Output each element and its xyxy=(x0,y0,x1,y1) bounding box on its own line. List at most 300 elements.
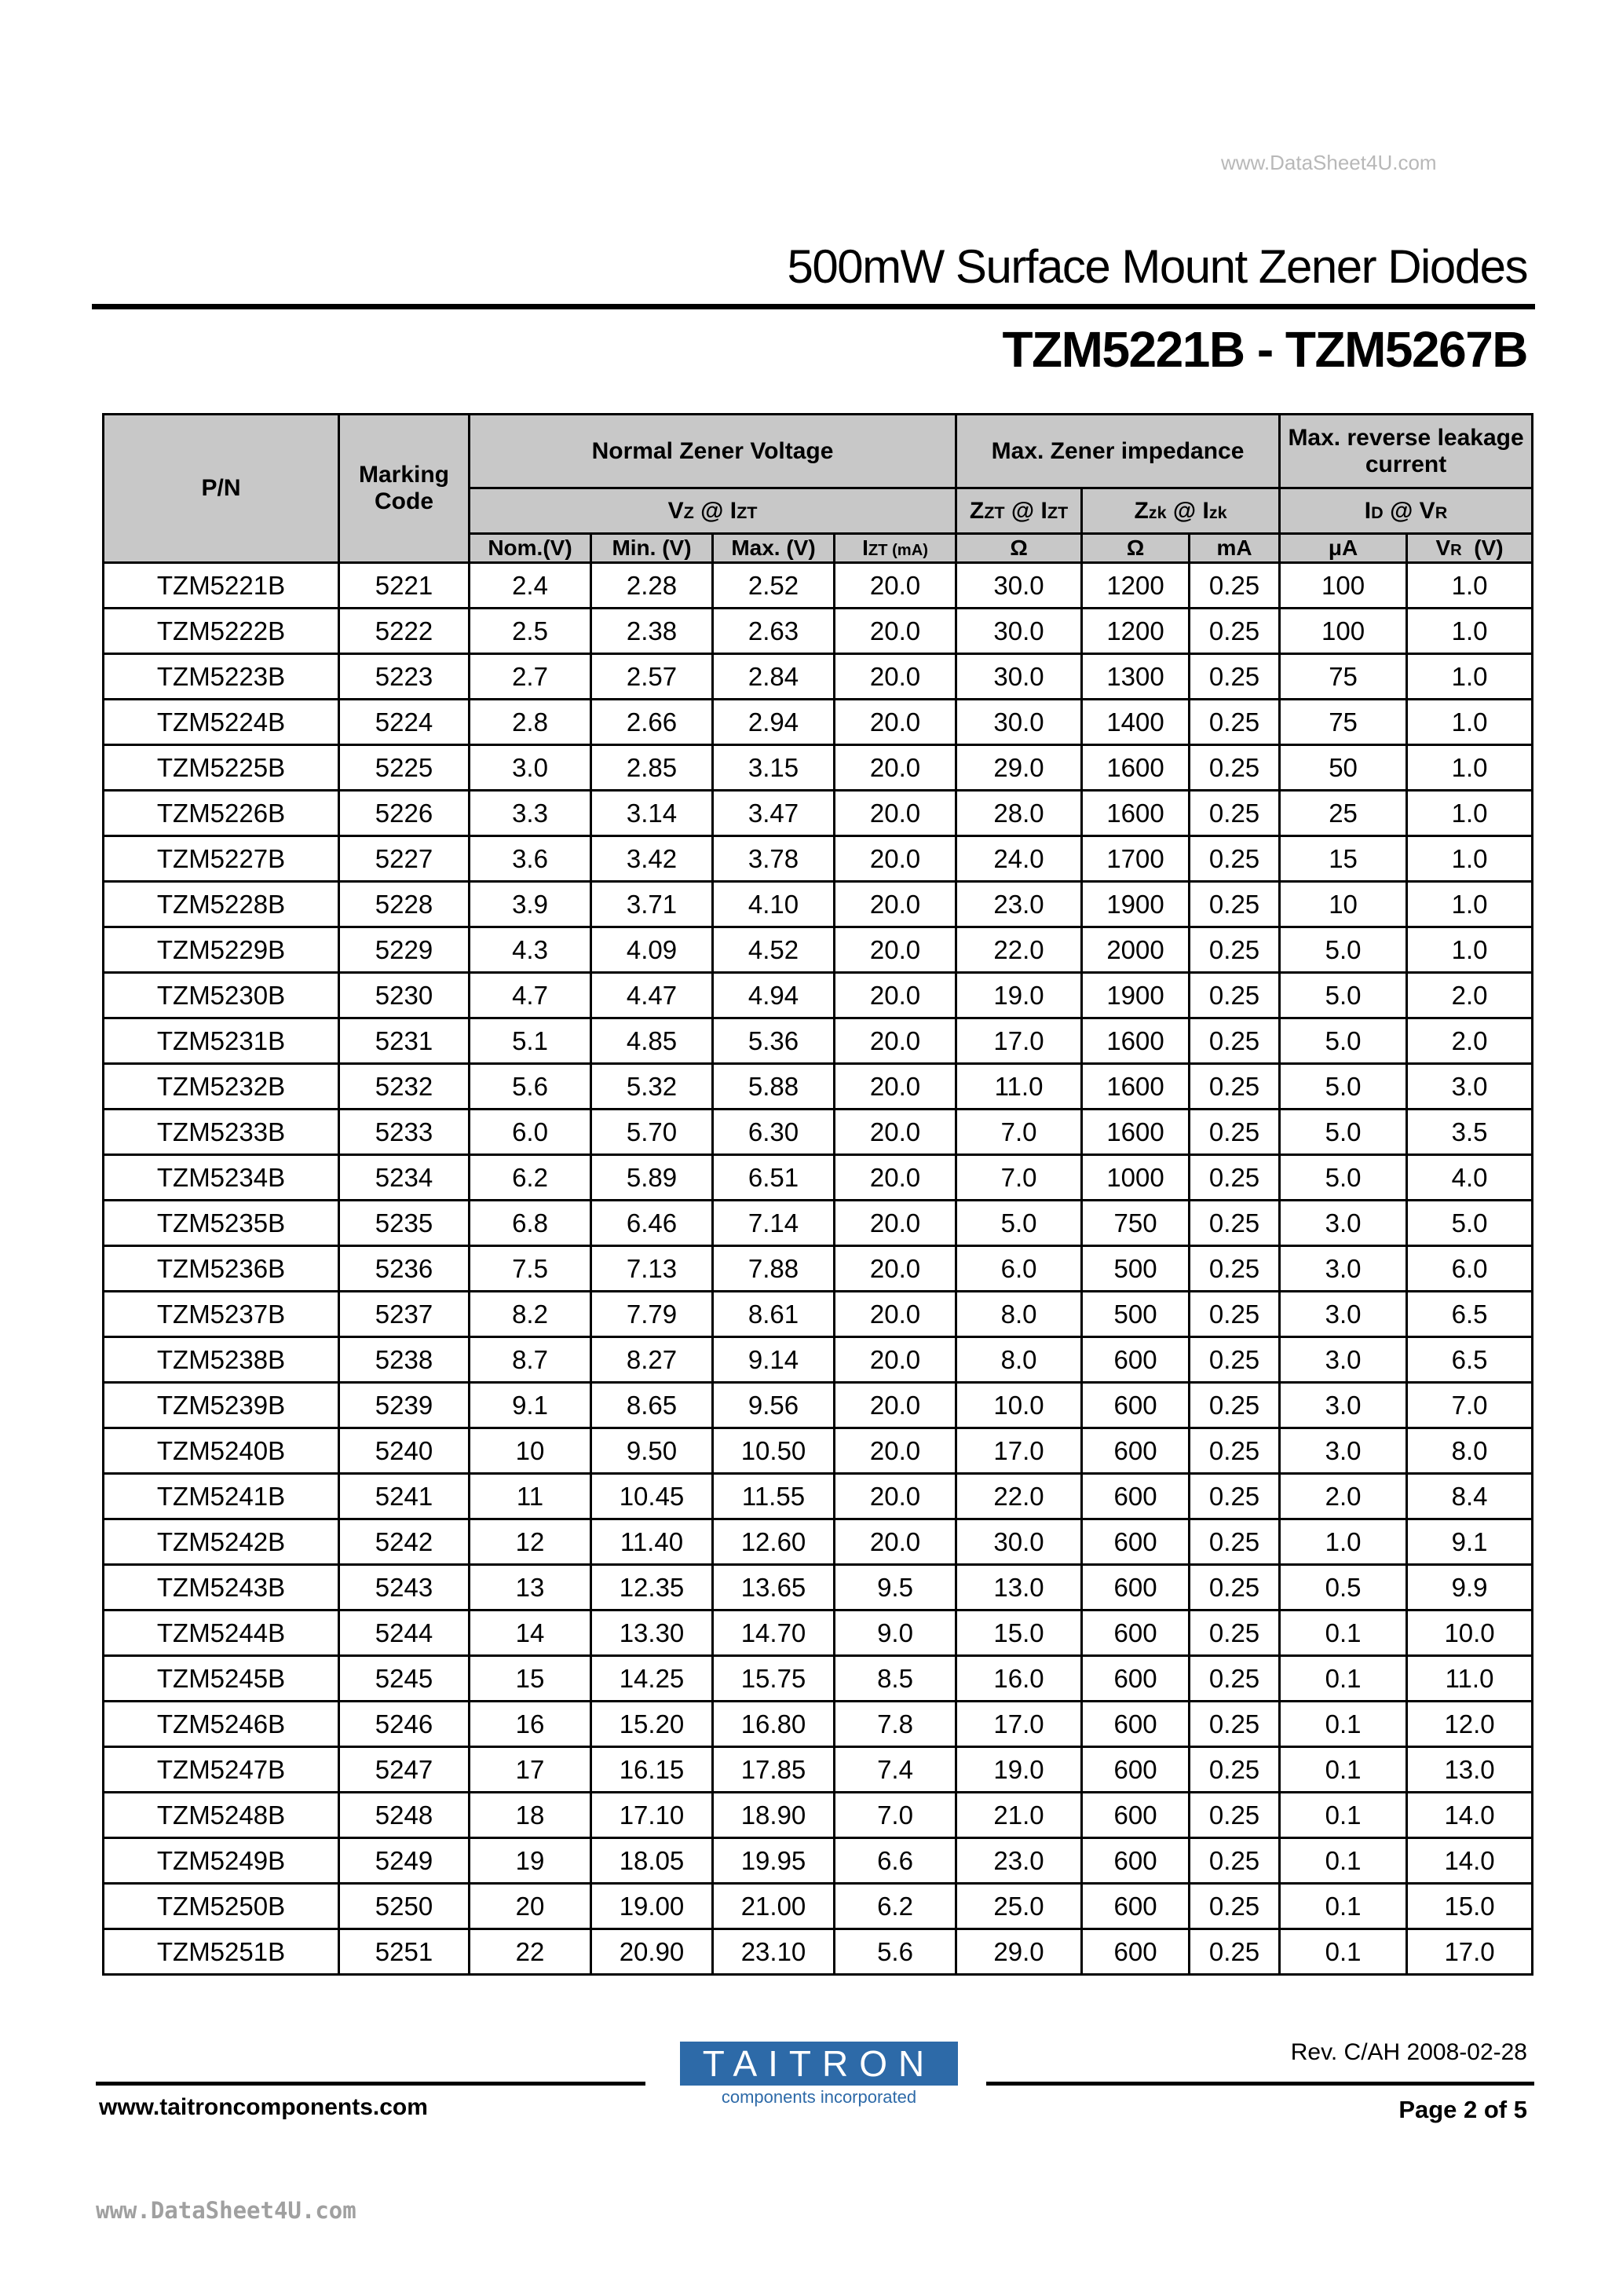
cell-vz-nom: 3.0 xyxy=(470,745,591,791)
cell-zzt: 5.0 xyxy=(956,1201,1082,1246)
cell-zzt: 25.0 xyxy=(956,1884,1082,1929)
cell-leakage-id: 3.0 xyxy=(1280,1246,1407,1292)
cell-part-number: TZM5238B xyxy=(104,1337,339,1383)
cell-leakage-id: 0.5 xyxy=(1280,1565,1407,1610)
cell-izt: 20.0 xyxy=(835,1064,956,1110)
cell-izk: 0.25 xyxy=(1190,745,1280,791)
cell-izt: 20.0 xyxy=(835,609,956,654)
cell-izk: 0.25 xyxy=(1190,1018,1280,1064)
table-row xyxy=(104,1474,1533,1519)
cell-marking-code: 5230 xyxy=(339,973,470,1018)
cell-vz-min: 3.71 xyxy=(591,882,713,927)
cell-vz-min: 14.25 xyxy=(591,1656,713,1702)
table-body xyxy=(104,563,1533,1975)
cell-zzk: 600 xyxy=(1082,1519,1190,1565)
cell-leakage-vr: 6.0 xyxy=(1407,1246,1533,1292)
cell-izk: 0.25 xyxy=(1190,1383,1280,1428)
cell-leakage-id: 5.0 xyxy=(1280,1064,1407,1110)
cell-zzk: 1900 xyxy=(1082,882,1190,927)
header-zzk-at-izk: Zzk @ Izk xyxy=(1082,488,1280,534)
cell-vz-nom: 7.5 xyxy=(470,1246,591,1292)
unit-izt: IZT (mA) xyxy=(835,534,956,563)
cell-izt: 20.0 xyxy=(835,1428,956,1474)
cell-izk: 0.25 xyxy=(1190,973,1280,1018)
unit-ohm-zzk: Ω xyxy=(1082,534,1190,563)
cell-marking-code: 5248 xyxy=(339,1793,470,1838)
cell-vz-nom: 22 xyxy=(470,1929,591,1975)
cell-izt: 20.0 xyxy=(835,1337,956,1383)
footer-rule-right xyxy=(986,2082,1534,2086)
cell-zzt: 19.0 xyxy=(956,973,1082,1018)
cell-izk: 0.25 xyxy=(1190,1656,1280,1702)
cell-zzk: 1400 xyxy=(1082,700,1190,745)
header-normal-zener-voltage: Normal Zener Voltage xyxy=(470,415,956,488)
cell-vz-max: 14.70 xyxy=(713,1610,835,1656)
table-row xyxy=(104,1565,1533,1610)
cell-izk: 0.25 xyxy=(1190,882,1280,927)
table-row xyxy=(104,1929,1533,1975)
table-row xyxy=(104,1383,1533,1428)
cell-leakage-id: 15 xyxy=(1280,836,1407,882)
page-number: Page 2 of 5 xyxy=(1398,2096,1527,2123)
title-rule xyxy=(92,304,1535,309)
cell-vz-max: 5.36 xyxy=(713,1018,835,1064)
cell-vz-max: 3.47 xyxy=(713,791,835,836)
table-row xyxy=(104,609,1533,654)
cell-izt: 20.0 xyxy=(835,1018,956,1064)
revision-label: Rev. C/AH 2008-02-28 xyxy=(1290,2039,1527,2065)
cell-leakage-vr: 14.0 xyxy=(1407,1838,1533,1884)
cell-izk: 0.25 xyxy=(1190,563,1280,609)
table-row xyxy=(104,1292,1533,1337)
cell-zzt: 22.0 xyxy=(956,927,1082,973)
cell-zzk: 600 xyxy=(1082,1838,1190,1884)
cell-vz-min: 8.27 xyxy=(591,1337,713,1383)
cell-vz-nom: 2.7 xyxy=(470,654,591,700)
cell-part-number: TZM5251B xyxy=(104,1929,339,1975)
header-max-zener-impedance: Max. Zener impedance xyxy=(956,415,1280,488)
cell-vz-min: 7.79 xyxy=(591,1292,713,1337)
cell-marking-code: 5239 xyxy=(339,1383,470,1428)
table-row xyxy=(104,1155,1533,1201)
header-id-at-vr: ID @ VR xyxy=(1280,488,1533,534)
cell-marking-code: 5228 xyxy=(339,882,470,927)
cell-zzt: 7.0 xyxy=(956,1110,1082,1155)
cell-vz-nom: 13 xyxy=(470,1565,591,1610)
cell-part-number: TZM5225B xyxy=(104,745,339,791)
cell-izt: 7.4 xyxy=(835,1747,956,1793)
cell-vz-max: 19.95 xyxy=(713,1838,835,1884)
cell-izt: 9.0 xyxy=(835,1610,956,1656)
unit-nom: Nom.(V) xyxy=(470,534,591,563)
cell-zzt: 10.0 xyxy=(956,1383,1082,1428)
table-row xyxy=(104,973,1533,1018)
cell-izt: 5.6 xyxy=(835,1929,956,1975)
cell-vz-nom: 2.8 xyxy=(470,700,591,745)
cell-vz-nom: 5.6 xyxy=(470,1064,591,1110)
cell-leakage-id: 2.0 xyxy=(1280,1474,1407,1519)
cell-izk: 0.25 xyxy=(1190,1747,1280,1793)
cell-zzk: 600 xyxy=(1082,1793,1190,1838)
cell-vz-max: 17.85 xyxy=(713,1747,835,1793)
cell-izt: 20.0 xyxy=(835,745,956,791)
cell-leakage-id: 3.0 xyxy=(1280,1292,1407,1337)
cell-vz-min: 2.57 xyxy=(591,654,713,700)
cell-izt: 20.0 xyxy=(835,927,956,973)
cell-vz-nom: 2.4 xyxy=(470,563,591,609)
cell-vz-min: 16.15 xyxy=(591,1747,713,1793)
cell-vz-max: 16.80 xyxy=(713,1702,835,1747)
cell-vz-min: 4.09 xyxy=(591,927,713,973)
cell-zzt: 17.0 xyxy=(956,1428,1082,1474)
cell-vz-max: 2.84 xyxy=(713,654,835,700)
cell-izk: 0.25 xyxy=(1190,1428,1280,1474)
cell-zzk: 600 xyxy=(1082,1702,1190,1747)
footer-rule-left xyxy=(96,2082,645,2086)
cell-leakage-id: 0.1 xyxy=(1280,1702,1407,1747)
cell-part-number: TZM5247B xyxy=(104,1747,339,1793)
cell-izk: 0.25 xyxy=(1190,791,1280,836)
table-row xyxy=(104,1519,1533,1565)
cell-leakage-vr: 15.0 xyxy=(1407,1884,1533,1929)
cell-marking-code: 5233 xyxy=(339,1110,470,1155)
cell-marking-code: 5231 xyxy=(339,1018,470,1064)
cell-izk: 0.25 xyxy=(1190,1474,1280,1519)
cell-izk: 0.25 xyxy=(1190,836,1280,882)
cell-vz-max: 7.14 xyxy=(713,1201,835,1246)
cell-part-number: TZM5246B xyxy=(104,1702,339,1747)
cell-zzk: 2000 xyxy=(1082,927,1190,973)
table-row xyxy=(104,654,1533,700)
cell-marking-code: 5237 xyxy=(339,1292,470,1337)
cell-zzt: 6.0 xyxy=(956,1246,1082,1292)
cell-vz-max: 23.10 xyxy=(713,1929,835,1975)
cell-part-number: TZM5228B xyxy=(104,882,339,927)
cell-part-number: TZM5242B xyxy=(104,1519,339,1565)
cell-vz-min: 5.89 xyxy=(591,1155,713,1201)
cell-vz-min: 5.32 xyxy=(591,1064,713,1110)
cell-part-number: TZM5235B xyxy=(104,1201,339,1246)
cell-marking-code: 5240 xyxy=(339,1428,470,1474)
cell-leakage-id: 0.1 xyxy=(1280,1884,1407,1929)
cell-zzk: 500 xyxy=(1082,1246,1190,1292)
cell-part-number: TZM5239B xyxy=(104,1383,339,1428)
watermark-top: www.DataSheet4U.com xyxy=(1221,151,1437,174)
cell-vz-nom: 17 xyxy=(470,1747,591,1793)
cell-leakage-vr: 9.9 xyxy=(1407,1565,1533,1610)
cell-izk: 0.25 xyxy=(1190,1838,1280,1884)
cell-vz-min: 19.00 xyxy=(591,1884,713,1929)
cell-izk: 0.25 xyxy=(1190,609,1280,654)
cell-vz-nom: 3.6 xyxy=(470,836,591,882)
cell-leakage-vr: 1.0 xyxy=(1407,791,1533,836)
table-row xyxy=(104,1246,1533,1292)
logo-tagline: components incorporated xyxy=(721,2087,917,2107)
cell-vz-max: 15.75 xyxy=(713,1656,835,1702)
cell-zzt: 28.0 xyxy=(956,791,1082,836)
cell-vz-max: 2.52 xyxy=(713,563,835,609)
cell-vz-nom: 3.9 xyxy=(470,882,591,927)
cell-zzt: 7.0 xyxy=(956,1155,1082,1201)
zener-spec-table xyxy=(102,413,1533,1976)
cell-leakage-vr: 8.0 xyxy=(1407,1428,1533,1474)
cell-zzt: 29.0 xyxy=(956,1929,1082,1975)
cell-marking-code: 5236 xyxy=(339,1246,470,1292)
cell-vz-min: 15.20 xyxy=(591,1702,713,1747)
cell-leakage-vr: 10.0 xyxy=(1407,1610,1533,1656)
cell-leakage-id: 75 xyxy=(1280,654,1407,700)
cell-marking-code: 5227 xyxy=(339,836,470,882)
cell-vz-nom: 18 xyxy=(470,1793,591,1838)
header-max-reverse-leakage: Max. reverse leakage current xyxy=(1280,415,1533,488)
cell-part-number: TZM5245B xyxy=(104,1656,339,1702)
cell-vz-nom: 19 xyxy=(470,1838,591,1884)
cell-leakage-vr: 6.5 xyxy=(1407,1292,1533,1337)
cell-part-number: TZM5222B xyxy=(104,609,339,654)
cell-leakage-vr: 1.0 xyxy=(1407,836,1533,882)
cell-vz-nom: 14 xyxy=(470,1610,591,1656)
taitron-logo: TAITRON xyxy=(680,2042,958,2086)
cell-zzk: 600 xyxy=(1082,1337,1190,1383)
cell-vz-max: 10.50 xyxy=(713,1428,835,1474)
cell-izk: 0.25 xyxy=(1190,1337,1280,1383)
table-row xyxy=(104,836,1533,882)
cell-marking-code: 5247 xyxy=(339,1747,470,1793)
cell-vz-max: 6.51 xyxy=(713,1155,835,1201)
cell-izk: 0.25 xyxy=(1190,1884,1280,1929)
cell-vz-min: 3.42 xyxy=(591,836,713,882)
cell-zzk: 1600 xyxy=(1082,745,1190,791)
cell-vz-nom: 4.7 xyxy=(470,973,591,1018)
cell-zzt: 19.0 xyxy=(956,1747,1082,1793)
cell-vz-nom: 8.7 xyxy=(470,1337,591,1383)
cell-izk: 0.25 xyxy=(1190,1702,1280,1747)
table-row xyxy=(104,1337,1533,1383)
cell-izt: 20.0 xyxy=(835,563,956,609)
cell-zzk: 1600 xyxy=(1082,1064,1190,1110)
website-link[interactable]: www.taitroncomponents.com xyxy=(99,2094,428,2120)
cell-vz-nom: 8.2 xyxy=(470,1292,591,1337)
cell-part-number: TZM5243B xyxy=(104,1565,339,1610)
cell-izt: 20.0 xyxy=(835,700,956,745)
table-row xyxy=(104,927,1533,973)
cell-leakage-id: 3.0 xyxy=(1280,1337,1407,1383)
cell-izk: 0.25 xyxy=(1190,1610,1280,1656)
cell-vz-max: 9.56 xyxy=(713,1383,835,1428)
cell-marking-code: 5249 xyxy=(339,1838,470,1884)
cell-marking-code: 5242 xyxy=(339,1519,470,1565)
cell-zzt: 13.0 xyxy=(956,1565,1082,1610)
cell-leakage-vr: 17.0 xyxy=(1407,1929,1533,1975)
cell-zzk: 600 xyxy=(1082,1884,1190,1929)
cell-vz-max: 12.60 xyxy=(713,1519,835,1565)
cell-leakage-vr: 1.0 xyxy=(1407,927,1533,973)
cell-zzt: 23.0 xyxy=(956,882,1082,927)
cell-izt: 7.0 xyxy=(835,1793,956,1838)
cell-part-number: TZM5231B xyxy=(104,1018,339,1064)
cell-izt: 7.8 xyxy=(835,1702,956,1747)
cell-marking-code: 5234 xyxy=(339,1155,470,1201)
cell-zzt: 30.0 xyxy=(956,563,1082,609)
cell-izk: 0.25 xyxy=(1190,1155,1280,1201)
unit-vr: VR (V) xyxy=(1407,534,1533,563)
cell-zzk: 1200 xyxy=(1082,563,1190,609)
cell-izt: 20.0 xyxy=(835,1519,956,1565)
cell-zzk: 600 xyxy=(1082,1474,1190,1519)
cell-vz-nom: 6.8 xyxy=(470,1201,591,1246)
cell-vz-min: 9.50 xyxy=(591,1428,713,1474)
cell-marking-code: 5238 xyxy=(339,1337,470,1383)
cell-zzt: 30.0 xyxy=(956,1519,1082,1565)
cell-zzk: 600 xyxy=(1082,1565,1190,1610)
cell-part-number: TZM5244B xyxy=(104,1610,339,1656)
cell-vz-min: 6.46 xyxy=(591,1201,713,1246)
table-row xyxy=(104,1110,1533,1155)
cell-leakage-vr: 2.0 xyxy=(1407,1018,1533,1064)
unit-ua: μA xyxy=(1280,534,1407,563)
cell-vz-max: 18.90 xyxy=(713,1793,835,1838)
watermark-bottom: www.DataSheet4U.com xyxy=(96,2197,356,2224)
unit-max: Max. (V) xyxy=(713,534,835,563)
cell-zzk: 600 xyxy=(1082,1656,1190,1702)
cell-vz-nom: 20 xyxy=(470,1884,591,1929)
cell-izt: 20.0 xyxy=(835,836,956,882)
table-row xyxy=(104,1428,1533,1474)
cell-leakage-vr: 1.0 xyxy=(1407,700,1533,745)
cell-izt: 20.0 xyxy=(835,1292,956,1337)
cell-zzk: 1600 xyxy=(1082,791,1190,836)
cell-marking-code: 5243 xyxy=(339,1565,470,1610)
cell-vz-min: 18.05 xyxy=(591,1838,713,1884)
table-row xyxy=(104,1747,1533,1793)
cell-izt: 6.6 xyxy=(835,1838,956,1884)
cell-vz-nom: 6.2 xyxy=(470,1155,591,1201)
cell-leakage-vr: 2.0 xyxy=(1407,973,1533,1018)
cell-zzt: 21.0 xyxy=(956,1793,1082,1838)
table-row xyxy=(104,1884,1533,1929)
cell-vz-min: 12.35 xyxy=(591,1565,713,1610)
cell-izt: 20.0 xyxy=(835,654,956,700)
cell-izt: 20.0 xyxy=(835,1155,956,1201)
cell-marking-code: 5221 xyxy=(339,563,470,609)
cell-leakage-vr: 11.0 xyxy=(1407,1656,1533,1702)
cell-part-number: TZM5229B xyxy=(104,927,339,973)
cell-zzk: 1700 xyxy=(1082,836,1190,882)
cell-part-number: TZM5224B xyxy=(104,700,339,745)
cell-zzk: 1600 xyxy=(1082,1110,1190,1155)
cell-vz-max: 11.55 xyxy=(713,1474,835,1519)
table-row xyxy=(104,745,1533,791)
part-range-title: TZM5221B - TZM5267B xyxy=(1002,321,1527,378)
cell-part-number: TZM5240B xyxy=(104,1428,339,1474)
cell-vz-nom: 2.5 xyxy=(470,609,591,654)
table-row xyxy=(104,1610,1533,1656)
cell-zzk: 600 xyxy=(1082,1610,1190,1656)
cell-vz-max: 9.14 xyxy=(713,1337,835,1383)
cell-zzt: 11.0 xyxy=(956,1064,1082,1110)
cell-leakage-id: 0.1 xyxy=(1280,1610,1407,1656)
cell-marking-code: 5245 xyxy=(339,1656,470,1702)
cell-leakage-vr: 6.5 xyxy=(1407,1337,1533,1383)
cell-zzk: 600 xyxy=(1082,1383,1190,1428)
cell-marking-code: 5229 xyxy=(339,927,470,973)
cell-leakage-id: 25 xyxy=(1280,791,1407,836)
cell-zzt: 30.0 xyxy=(956,609,1082,654)
cell-vz-max: 4.94 xyxy=(713,973,835,1018)
cell-vz-max: 4.10 xyxy=(713,882,835,927)
document-title: 500mW Surface Mount Zener Diodes xyxy=(787,240,1527,293)
cell-zzk: 1000 xyxy=(1082,1155,1190,1201)
cell-izt: 6.2 xyxy=(835,1884,956,1929)
cell-leakage-id: 0.1 xyxy=(1280,1838,1407,1884)
cell-vz-min: 10.45 xyxy=(591,1474,713,1519)
cell-izk: 0.25 xyxy=(1190,1201,1280,1246)
cell-marking-code: 5225 xyxy=(339,745,470,791)
cell-vz-min: 2.28 xyxy=(591,563,713,609)
cell-zzt: 16.0 xyxy=(956,1656,1082,1702)
cell-vz-nom: 11 xyxy=(470,1474,591,1519)
cell-zzk: 1600 xyxy=(1082,1018,1190,1064)
cell-vz-max: 5.88 xyxy=(713,1064,835,1110)
cell-marking-code: 5224 xyxy=(339,700,470,745)
cell-izt: 8.5 xyxy=(835,1656,956,1702)
cell-zzt: 30.0 xyxy=(956,654,1082,700)
cell-vz-min: 13.30 xyxy=(591,1610,713,1656)
cell-izt: 20.0 xyxy=(835,791,956,836)
cell-izt: 20.0 xyxy=(835,1474,956,1519)
cell-zzt: 17.0 xyxy=(956,1702,1082,1747)
table-row xyxy=(104,791,1533,836)
cell-leakage-vr: 7.0 xyxy=(1407,1383,1533,1428)
cell-izt: 20.0 xyxy=(835,1383,956,1428)
cell-zzk: 600 xyxy=(1082,1747,1190,1793)
cell-part-number: TZM5230B xyxy=(104,973,339,1018)
cell-part-number: TZM5227B xyxy=(104,836,339,882)
cell-zzt: 15.0 xyxy=(956,1610,1082,1656)
cell-vz-max: 8.61 xyxy=(713,1292,835,1337)
cell-part-number: TZM5249B xyxy=(104,1838,339,1884)
cell-marking-code: 5226 xyxy=(339,791,470,836)
cell-leakage-vr: 14.0 xyxy=(1407,1793,1533,1838)
cell-leakage-id: 0.1 xyxy=(1280,1747,1407,1793)
cell-vz-max: 6.30 xyxy=(713,1110,835,1155)
cell-leakage-id: 3.0 xyxy=(1280,1383,1407,1428)
cell-leakage-id: 1.0 xyxy=(1280,1519,1407,1565)
cell-izt: 9.5 xyxy=(835,1565,956,1610)
cell-part-number: TZM5237B xyxy=(104,1292,339,1337)
cell-zzk: 1900 xyxy=(1082,973,1190,1018)
cell-leakage-id: 5.0 xyxy=(1280,973,1407,1018)
cell-vz-min: 4.47 xyxy=(591,973,713,1018)
cell-zzt: 8.0 xyxy=(956,1292,1082,1337)
cell-part-number: TZM5248B xyxy=(104,1793,339,1838)
cell-izt: 20.0 xyxy=(835,1246,956,1292)
cell-vz-min: 5.70 xyxy=(591,1110,713,1155)
cell-vz-max: 3.15 xyxy=(713,745,835,791)
cell-vz-nom: 6.0 xyxy=(470,1110,591,1155)
table-row xyxy=(104,700,1533,745)
cell-leakage-vr: 4.0 xyxy=(1407,1155,1533,1201)
cell-zzk: 500 xyxy=(1082,1292,1190,1337)
unit-ohm-zzt: Ω xyxy=(956,534,1082,563)
cell-vz-min: 2.85 xyxy=(591,745,713,791)
cell-leakage-vr: 3.5 xyxy=(1407,1110,1533,1155)
header-marking-code: Marking Code xyxy=(339,415,470,563)
cell-part-number: TZM5233B xyxy=(104,1110,339,1155)
cell-vz-nom: 5.1 xyxy=(470,1018,591,1064)
cell-leakage-vr: 8.4 xyxy=(1407,1474,1533,1519)
table-row xyxy=(104,563,1533,609)
